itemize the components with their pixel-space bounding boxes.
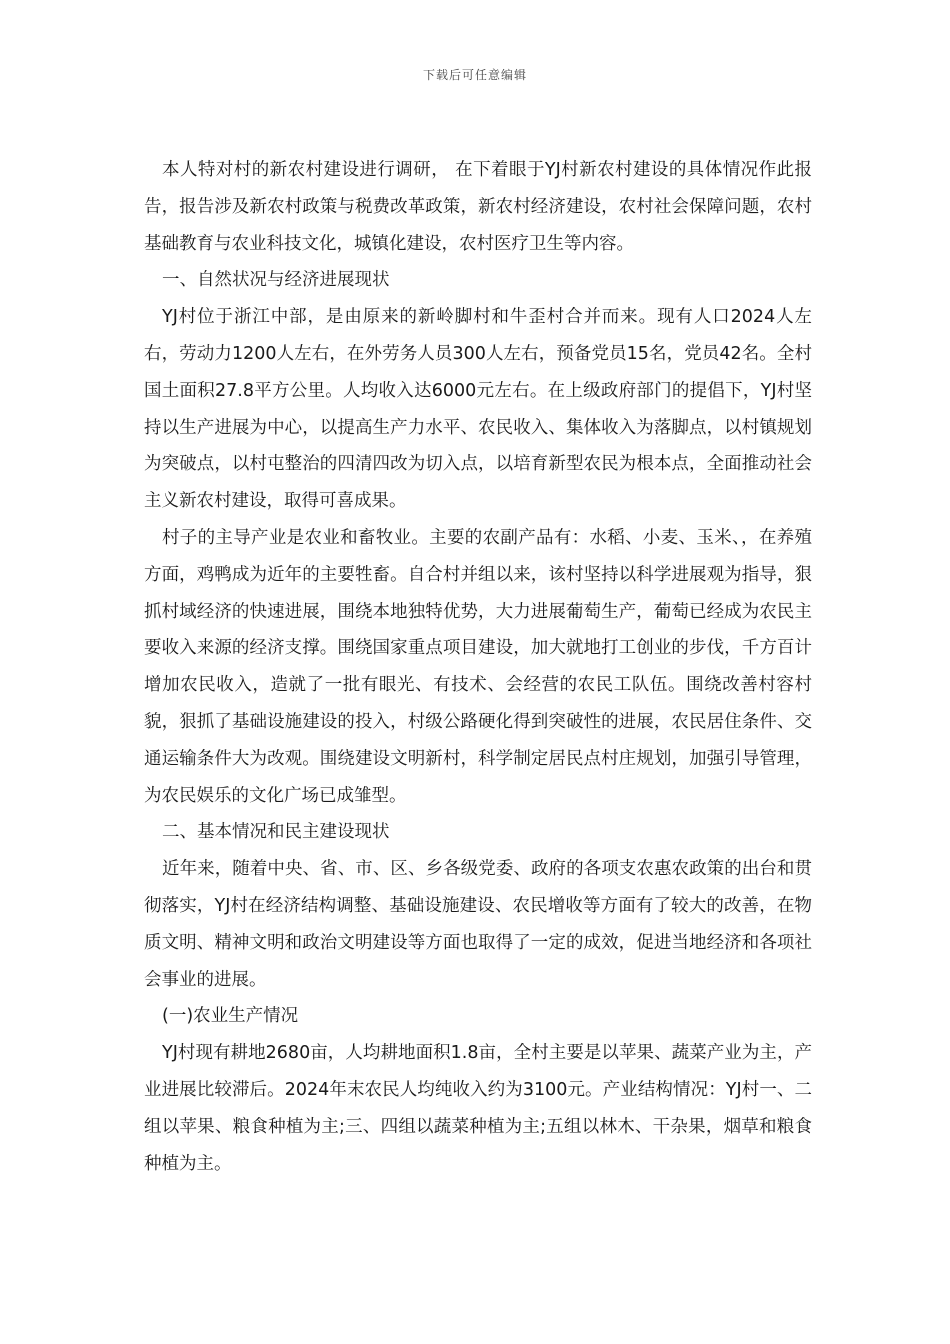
body-paragraph: YJ村现有耕地2680亩，人均耕地面积1.8亩，全村主要是以苹果、蔬菜产业为主，产业进展比较滞后。2024年末农民人均纯收入约为3100元。产业结构情况：YJ村一、二组以苹果、粮食种植为主;三、四组以蔬菜种植为主;五组以林木、干杂果，烟草和粮食种植为主。	[144, 1043, 812, 1174]
intro-paragraph: 本人特对村的新农村建设进行调研， 在下着眼于YJ村新农村建设的具体情况作此报告，报告涉及新农村政策与税费改革政策，新农村经济建设，农村社会保障问题，农村基础教育与农业科技文化，城镇化建设，农村医疗卫生等内容。	[144, 160, 812, 254]
section-heading-2: 二、基本情况和民主建设现状	[162, 822, 390, 843]
subsection-heading-1: (一)农业生产情况	[162, 1006, 299, 1027]
body-paragraph: 近年来，随着中央、省、市、区、乡各级党委、政府的各项支农惠农政策的出台和贯彻落实，YJ村在经济结构调整、基础设施建设、农民增收等方面有了较大的改善，在物质文明、精神文明和政治文明建设等方面也取得了一定的成效，促进当地经济和各项社会事业的进展。	[144, 859, 812, 990]
body-paragraph: YJ村位于浙江中部，是由原来的新岭脚村和牛歪村合并而来。现有人口2024人左右，劳动力1200人左右，在外劳务人员300人左右，预备党员15名，党员42名。全村国土面积27.8平方公里。人均收入达6000元左右。在上级政府部门的提倡下，YJ村坚持以生产进展为中心，以提高生产力水平、农民收入、集体收入为落脚点，以村镇规划为突破点，以村屯整治的四清四改为切入点，以培育新型农民为根本点，全面推动社会主义新农村建设，取得可喜成果。	[144, 307, 812, 512]
page-header-note: 下载后可任意编辑	[422, 68, 527, 82]
section-heading-1: 一、自然状况与经济进展现状	[162, 270, 390, 291]
body-paragraph: 村子的主导产业是农业和畜牧业。主要的农副产品有：水稻、小麦、玉米、，在养殖方面，鸡鸭成为近年的主要牲畜。自合村并组以来，该村坚持以科学进展观为指导，狠抓村域经济的快速进展，围绕本地独特优势，大力进展葡萄生产，葡萄已经成为农民主要收入来源的经济支撑。围绕国家重点项目建设，加大就地打工创业的步伐，千方百计增加农民收入，造就了一批有眼光、有技术、会经营的农民工队伍。围绕改善村容村貌，狠抓了基础设施建设的投入，村级公路硬化得到突破性的进展，农民居住条件、交通运输条件大为改观。围绕建设文明新村，科学制定居民点村庄规划，加强引导管理，为农民娱乐的文化广场已成雏型。	[144, 527, 812, 806]
document-body	[144, 152, 812, 1182]
